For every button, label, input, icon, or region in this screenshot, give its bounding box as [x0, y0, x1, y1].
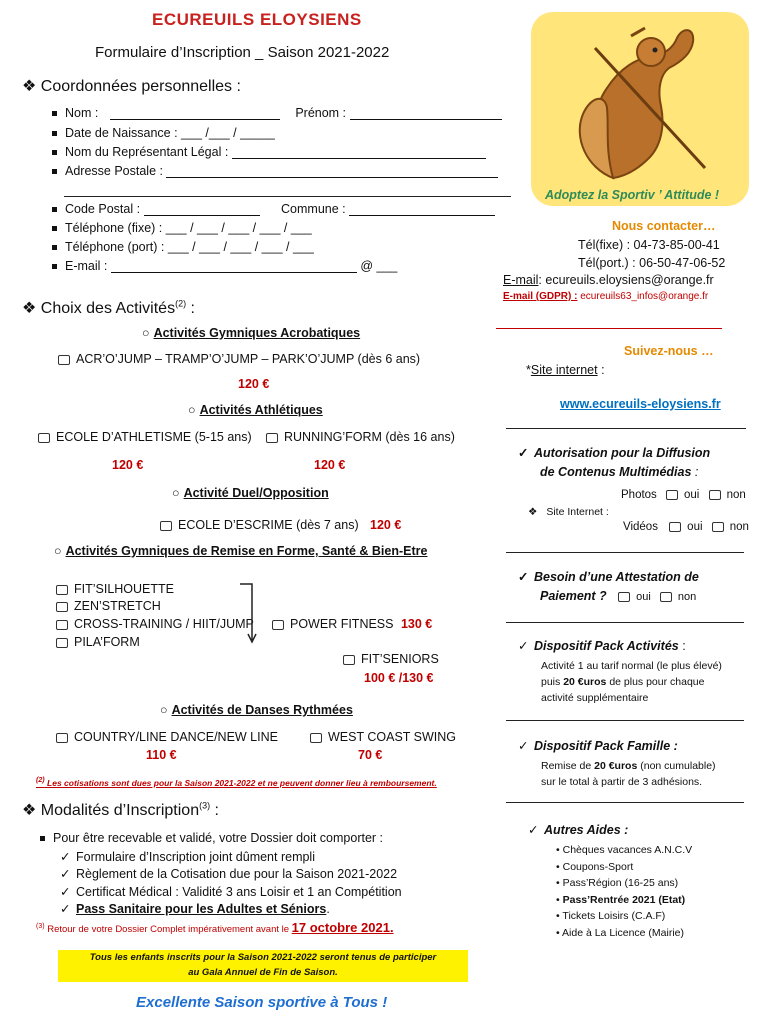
- list-item: • Aide à La Licence (Mairie): [556, 926, 685, 939]
- checkbox[interactable]: [56, 602, 68, 612]
- remise-option-1[interactable]: FIT’SILHOUETTE: [56, 582, 174, 596]
- checkmark-icon: ✓: [60, 902, 71, 916]
- diamond-bullet-icon: ❖: [22, 802, 37, 819]
- list-item: • Coupons-Sport: [556, 860, 634, 873]
- videos-option[interactable]: Vidéos oui non: [623, 521, 749, 533]
- diamond-bullet-icon: ❖: [22, 300, 37, 317]
- list-item: • Tickets Loisirs (C.A.F): [556, 910, 666, 923]
- square-bullet-icon: [52, 245, 57, 250]
- nom-field[interactable]: Nom : Prénom :: [52, 106, 502, 120]
- date-input[interactable]: ___ /___ / _____: [181, 126, 275, 140]
- gym-acro-option[interactable]: ACR’O’JUMP – TRAMP’O’JUMP – PARK’O’JUMP (dès 6 ans): [58, 352, 420, 366]
- retour-dossier: $^{(3)}$ Retour de votre Dossier Complet impérativement avant le 17 octobre 2021.: [36, 920, 394, 935]
- square-bullet-icon: [52, 207, 57, 212]
- checkbox[interactable]: [56, 620, 68, 630]
- danses-price-2: 70 €: [358, 748, 383, 762]
- divider: [506, 622, 744, 623]
- autorisation-title: ✓ Autorisation pour la Diffusion de Contenus Multimédias :: [518, 446, 711, 479]
- bracket-arrow-icon: [238, 582, 260, 644]
- checkmark-icon: ✓: [60, 850, 71, 864]
- gym-acro-title: ○ Activités Gymniques Acrobatiques: [142, 326, 361, 340]
- personal-section-title: ❖ Coordonnées personnelles :: [22, 78, 241, 95]
- square-bullet-icon: [52, 131, 57, 136]
- diamond-bullet-icon: ❖: [528, 506, 538, 518]
- pack-activites-desc: Activité 1 au tarif normal (le plus élevé) puis 20 €uros de plus pour chaque activité supplémentaire: [541, 660, 722, 704]
- tel-fixe-input[interactable]: ___ / ___ / ___ / ___ / ___: [165, 221, 312, 235]
- checkmark-icon: ✓: [518, 739, 529, 753]
- divider: [506, 802, 744, 803]
- squirrel-mascot-icon: [565, 18, 715, 186]
- diamond-bullet-icon: ❖: [22, 78, 37, 95]
- danses-price-1: 110 €: [146, 748, 177, 762]
- nom-input[interactable]: [110, 107, 280, 120]
- fit-seniors-option[interactable]: FIT’SENIORS: [343, 652, 439, 666]
- attestation-title: ✓ Besoin d’une Attestation de Paiement ? oui non: [518, 570, 699, 603]
- duel-option[interactable]: ECOLE D’ESCRIME (dès 7 ans): [160, 518, 359, 532]
- square-bullet-icon: [52, 226, 57, 231]
- checkbox[interactable]: [160, 521, 172, 531]
- remise-option-3[interactable]: CROSS-TRAINING / HIIT/JUMP: [56, 617, 254, 631]
- activities-section-title: ❖ Choix des Activités$^{(2)}$ :: [22, 298, 195, 317]
- modalites-intro: Pour être recevable et validé, votre Dossier doit comporter :: [40, 831, 383, 845]
- checkbox[interactable]: [310, 733, 322, 743]
- pack-famille-title: ✓ Dispositif Pack Famille :: [518, 739, 678, 753]
- square-bullet-icon: [52, 111, 57, 116]
- modalites-check-4: ✓ Pass Sanitaire pour les Adultes et Séniors.: [60, 902, 330, 916]
- divider: [506, 428, 746, 429]
- checkbox[interactable]: [669, 522, 681, 532]
- date-naissance-field[interactable]: Date de Naissance : ___ /___ / _____: [52, 126, 275, 140]
- checkmark-icon: ✓: [60, 867, 71, 881]
- athle-price-2: 120 €: [314, 458, 346, 472]
- pack-activites-title: ✓ Dispositif Pack Activités :: [518, 639, 686, 653]
- form-title: Formulaire d’Inscription _ Saison 2021-2022: [95, 44, 390, 61]
- fit-seniors-price: 100 € /130 €: [364, 671, 434, 685]
- checkbox[interactable]: [618, 592, 630, 602]
- checkbox[interactable]: [660, 592, 672, 602]
- checkbox[interactable]: [709, 490, 721, 500]
- checkbox[interactable]: [56, 733, 68, 743]
- divider: [506, 720, 744, 721]
- checkmark-icon: ✓: [518, 446, 529, 460]
- contact-title: Nous contacter…: [612, 219, 716, 233]
- representant-input[interactable]: [232, 146, 486, 159]
- contact-gdpr-email[interactable]: E-mail (GDPR) : ecureuils63_infos@orange.fr: [503, 291, 709, 302]
- checkbox[interactable]: [266, 433, 278, 443]
- divider: [496, 328, 722, 329]
- square-bullet-icon: [40, 836, 45, 841]
- autres-aides-list: [556, 842, 692, 942]
- danses-option-2[interactable]: WEST COAST SWING: [310, 730, 456, 744]
- tel-port-input[interactable]: ___ / ___ / ___ / ___ / ___: [167, 240, 314, 254]
- photos-option[interactable]: Photos oui non: [621, 489, 746, 501]
- checkmark-icon: ✓: [528, 823, 539, 837]
- checkmark-icon: ✓: [60, 885, 71, 899]
- athle-option-1[interactable]: ECOLE D’ATHLETISME (5-15 ans): [38, 430, 252, 444]
- adresse-line-2[interactable]: [64, 196, 511, 197]
- list-item: • Pass’Rentrée 2021 (Etat): [556, 893, 686, 906]
- site-internet-label: ❖ Site Internet :: [528, 506, 609, 518]
- slogan: Adoptez la Sportiv ’ Attitude !: [545, 188, 720, 202]
- modalites-check-1: ✓ Formulaire d’Inscription joint dûment rempli: [60, 850, 315, 864]
- remise-title: ○ Activités Gymniques de Remise en Forme, Santé & Bien-Etre: [54, 544, 428, 558]
- duel-title: ○ Activité Duel/Opposition: [172, 486, 329, 500]
- checkbox[interactable]: [272, 620, 284, 630]
- remise-option-4[interactable]: PILA’FORM: [56, 635, 140, 649]
- contact-tel-fixe: Tél(fixe) : 04-73-85-00-41: [578, 238, 720, 252]
- duel-price: 120 €: [370, 518, 402, 532]
- checkbox[interactable]: [38, 433, 50, 443]
- checkbox[interactable]: [56, 638, 68, 648]
- checkbox[interactable]: [666, 490, 678, 500]
- danses-title: ○ Activités de Danses Rythmées: [160, 703, 353, 717]
- adresse-input[interactable]: [166, 165, 498, 178]
- checkbox[interactable]: [343, 655, 355, 665]
- checkbox[interactable]: [712, 522, 724, 532]
- modalites-check-2: ✓ Règlement de la Cotisation due pour la Saison 2021-2022: [60, 867, 398, 881]
- modalites-section-title: ❖ Modalités d’Inscription$^{(3)}$ :: [22, 800, 219, 819]
- modalites-check-3: ✓ Certificat Médical : Validité 3 ans Loisir et 1 an Compétition: [60, 885, 402, 899]
- gala-line-1: Tous les enfants inscrits pour la Saison 2021-2022 seront tenus de participer: [89, 952, 437, 963]
- club-name: ECUREUILS ELOYSIENS: [152, 10, 362, 29]
- site-label: *Site internet :: [526, 363, 605, 377]
- gym-acro-price: 120 €: [238, 377, 270, 391]
- representant-field[interactable]: Nom du Représentant Légal :: [52, 145, 486, 159]
- square-bullet-icon: [52, 150, 57, 155]
- divider: [506, 552, 744, 553]
- follow-title: Suivez-nous …: [624, 344, 714, 358]
- remise-option-2[interactable]: ZEN’STRETCH: [56, 599, 161, 613]
- athle-title: ○ Activités Athlétiques: [188, 403, 323, 417]
- power-fitness-option[interactable]: POWER FITNESS 130 €: [272, 617, 432, 631]
- square-bullet-icon: [52, 264, 57, 269]
- checkbox[interactable]: [56, 585, 68, 595]
- list-item: • Pass’Région (16-25 ans): [556, 877, 679, 890]
- athle-price-1: 120 €: [112, 458, 144, 472]
- danses-option-1[interactable]: COUNTRY/LINE DANCE/NEW LINE: [56, 730, 278, 744]
- code-postal-field[interactable]: Code Postal : Commune :: [52, 202, 495, 216]
- list-item: • Chèques vacances A.N.C.V: [556, 844, 693, 856]
- commune-input[interactable]: [349, 203, 495, 216]
- closing-message: Excellente Saison sportive à Tous !: [136, 994, 388, 1011]
- tel-port-field[interactable]: Téléphone (port) : ___ / ___ / ___ / ___ / ___: [52, 240, 314, 254]
- contact-tel-port: Tél(port.) : 06-50-47-06-52: [578, 256, 726, 270]
- prenom-input[interactable]: [350, 107, 502, 120]
- gala-line-2: au Gala Annuel de Fin de Saison.: [188, 967, 338, 978]
- adresse-field[interactable]: Adresse Postale :: [52, 164, 498, 178]
- code-postal-input[interactable]: [144, 203, 260, 216]
- square-bullet-icon: [52, 169, 57, 174]
- athle-option-2[interactable]: RUNNING’FORM (dès 16 ans): [266, 430, 455, 444]
- cotisation-footnote: $^{(2)}$ Les cotisations sont dues pour la Saison 2021-2022 et ne peuvent donner lieu à remboursement.: [36, 776, 437, 788]
- contact-email[interactable]: E-mail: ecureuils.eloysiens@orange.fr: [503, 273, 714, 287]
- checkbox[interactable]: [58, 355, 70, 365]
- email-input[interactable]: [111, 260, 357, 273]
- checkmark-icon: ✓: [518, 570, 529, 584]
- email-field[interactable]: E-mail : @ ___: [52, 259, 397, 273]
- tel-fixe-field[interactable]: Téléphone (fixe) : ___ / ___ / ___ / ___ / ___: [52, 221, 312, 235]
- autres-aides-title: ✓ Autres Aides :: [528, 823, 629, 837]
- gala-notice: [58, 950, 468, 982]
- pack-famille-desc: Remise de 20 €uros (non cumulable) sur le total à partir de 3 adhésions.: [541, 760, 716, 788]
- site-url-link[interactable]: www.ecureuils-eloysiens.fr: [560, 397, 721, 411]
- checkmark-icon: ✓: [518, 639, 529, 653]
